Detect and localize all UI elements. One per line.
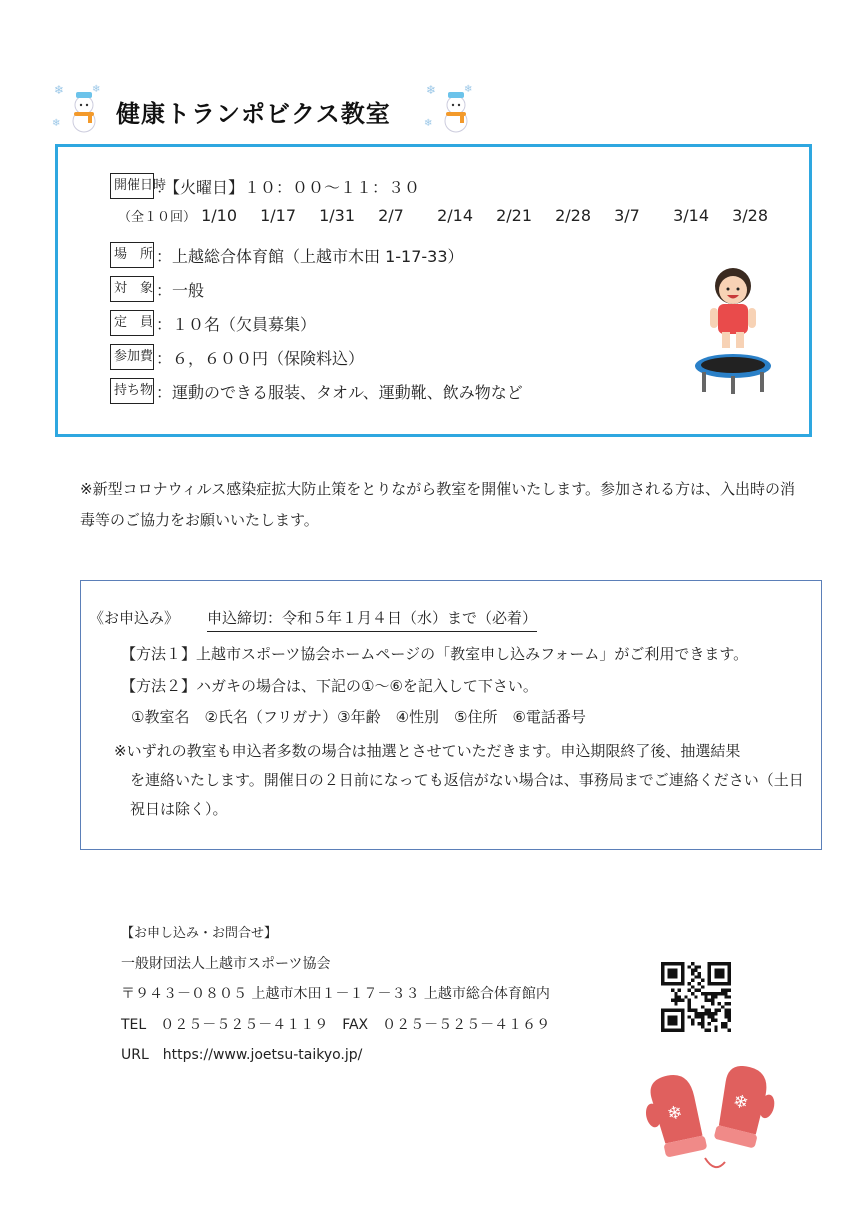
- svg-text:❄: ❄: [52, 118, 61, 129]
- date-value: ：【火曜日】１０：００～１１：３０: [156, 177, 421, 197]
- page-title: 健康トランポビクス教室: [116, 100, 391, 128]
- snowman-icon: [52, 80, 102, 136]
- session-date: 2/7: [378, 206, 404, 225]
- place-value: ：上越総合体育館（上越市木田 1-17-33）: [156, 246, 464, 266]
- method-1: 【方法１】上越市スポーツ協会ホームページの「教室申し込みフォーム」がご利用できます。: [121, 645, 749, 663]
- qr-code-icon[interactable]: [661, 962, 731, 1032]
- session-date: 1/10: [201, 206, 238, 225]
- session-date: 3/7: [614, 206, 640, 225]
- session-count: （全１０回）: [118, 210, 197, 225]
- svg-text:❄: ❄: [464, 84, 473, 95]
- trampoline-girl-icon: [692, 262, 774, 398]
- svg-text:❄: ❄: [54, 83, 65, 97]
- lottery-line-1: ※いずれの教室も申込者多数の場合は抽選とさせていただきます。申込期限終了後、抽選結果: [114, 742, 741, 760]
- target-label: 対 象: [110, 276, 154, 302]
- phone-fax: TEL ０２５－５２５－４１１９ FAX ０２５－５２５－４１６９: [121, 1017, 551, 1033]
- svg-text:❄: ❄: [426, 83, 437, 97]
- contact-heading: 【お申し込み・お問合せ】: [121, 926, 278, 941]
- deadline: 申込締切：令和５年１月４日（水）まで（必着）: [207, 607, 537, 632]
- session-dates: [118, 206, 791, 225]
- snowman-icon: [424, 80, 474, 136]
- session-date: 1/17: [260, 206, 297, 225]
- capacity-value: ：１０名（欠員募集）: [156, 314, 317, 334]
- required-fields: ①教室名 ②氏名（フリガナ）③年齢 ④性別 ⑤住所 ⑥電話番号: [131, 708, 586, 726]
- date-label: 開催日時: [110, 173, 154, 199]
- place-row: [110, 241, 464, 269]
- date-row: [110, 172, 420, 200]
- capacity-row: [110, 309, 316, 337]
- svg-text:❄: ❄: [424, 118, 433, 129]
- method-2: 【方法２】ハガキの場合は、下記の①～⑥を記入して下さい。: [121, 677, 538, 695]
- svg-text:❄: ❄: [730, 1090, 751, 1115]
- target-row: [110, 275, 204, 303]
- session-date: 2/14: [437, 206, 474, 225]
- website-url[interactable]: URL https://www.joetsu-taikyo.jp/: [121, 1047, 363, 1063]
- session-date: 3/14: [673, 206, 710, 225]
- mittens-icon: [645, 1066, 775, 1176]
- items-value: ：運動のできる服装、タオル、運動靴、飲み物など: [156, 382, 523, 402]
- fee-label: 参加費: [110, 344, 154, 370]
- covid-notice: ※新型コロナウィルス感染症拡大防止策をとりながら教室を開催いたします。参加される方は、入出時の消毒等のご協力をお願いいたします。: [80, 480, 796, 529]
- address: 〒９４３－０８０５ 上越市木田１－１７－３３ 上越市総合体育館内: [121, 986, 550, 1002]
- fee-row: [110, 343, 364, 371]
- application-heading: 《お申込み》: [89, 609, 180, 627]
- svg-text:❄: ❄: [92, 84, 101, 95]
- lottery-line-2: を連絡いたします。開催日の２日前になっても返信がない場合は、事務局までご連絡ください（土日祝日は除く）。: [130, 771, 804, 818]
- session-date: 1/31: [319, 206, 356, 225]
- session-date: 3/28: [732, 206, 769, 225]
- lottery-note: [114, 737, 804, 824]
- target-value: ：一般: [156, 280, 205, 300]
- place-label: 場 所: [110, 242, 154, 268]
- session-date: 2/21: [496, 206, 533, 225]
- svg-text:❄: ❄: [665, 1101, 685, 1126]
- session-date: 2/28: [555, 206, 592, 225]
- organization-name: 一般財団法人上越市スポーツ協会: [121, 956, 331, 972]
- fee-value: ：６，６００円（保険料込）: [156, 348, 365, 368]
- capacity-label: 定 員: [110, 310, 154, 336]
- items-label: 持ち物: [110, 378, 154, 404]
- items-row: [110, 377, 523, 405]
